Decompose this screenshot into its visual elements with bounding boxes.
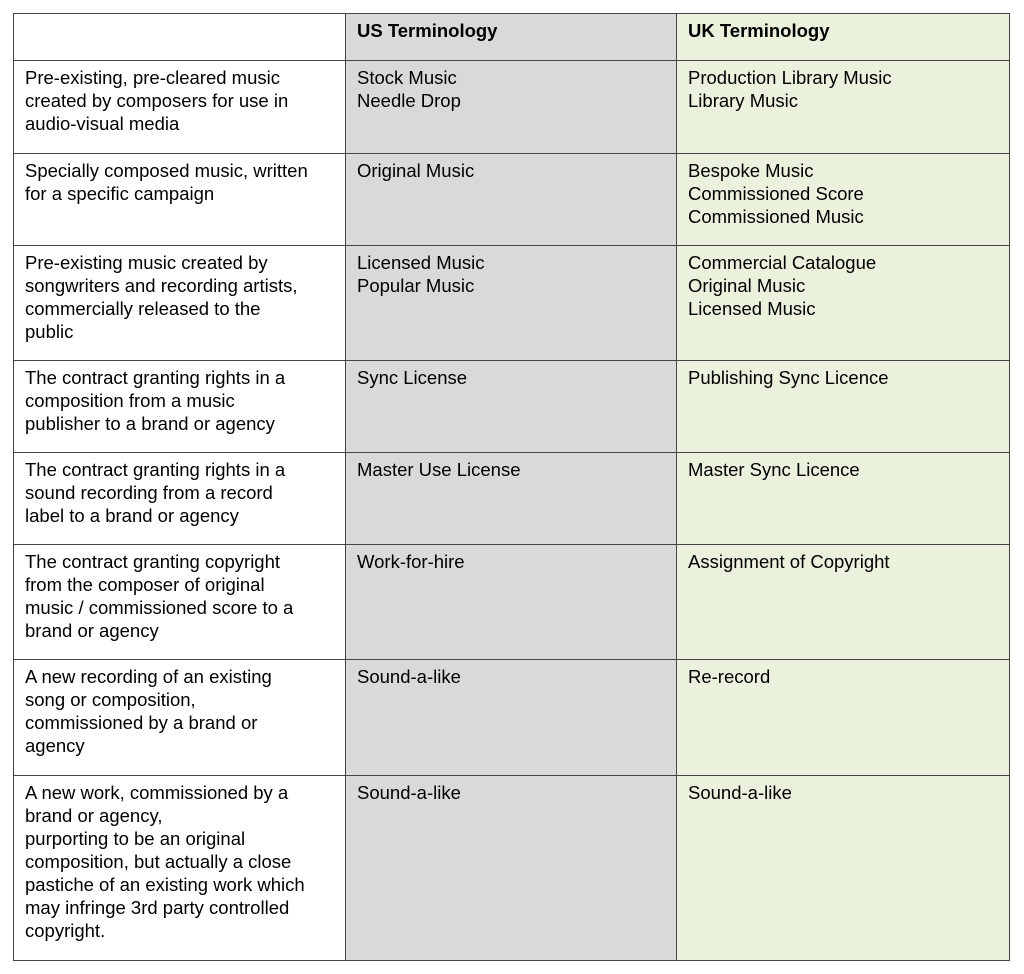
uk-term-cell (677, 545, 1010, 660)
uk-term-line: Library Music (688, 90, 798, 111)
uk-term-cell (677, 453, 1010, 545)
uk-term-line: Re-record (688, 666, 771, 687)
description-line: label to a brand or agency (25, 505, 239, 526)
us-term-cell (346, 660, 677, 776)
description-cell (14, 453, 346, 545)
uk-term-line: Commissioned Score (688, 183, 864, 204)
header-us-terminology: US Terminology (346, 14, 677, 61)
table-row (14, 453, 1010, 545)
description-line: A new recording of an existing (25, 666, 272, 687)
description-line: songwriters and recording artists, (25, 275, 298, 296)
description-line: The contract granting rights in a (25, 459, 286, 480)
uk-term-line: Production Library Music (688, 67, 892, 88)
us-term-line: Master Use License (357, 459, 521, 480)
description-cell (14, 61, 346, 154)
uk-term-line: Licensed Music (688, 298, 816, 319)
description-line: composition, but actually a close (25, 851, 292, 872)
description-line: copyright. (25, 920, 106, 941)
description-line: brand or agency, (25, 805, 163, 826)
us-term-line: Original Music (357, 160, 475, 181)
us-term-cell (346, 246, 677, 361)
uk-term-cell (677, 660, 1010, 776)
description-line: created by composers for use in (25, 90, 289, 111)
uk-term-line: Commercial Catalogue (688, 252, 877, 273)
us-term-line: Needle Drop (357, 90, 461, 111)
description-line: The contract granting copyright (25, 551, 281, 572)
table-row (14, 61, 1010, 154)
uk-term-cell (677, 154, 1010, 246)
description-line: Pre-existing, pre-cleared music (25, 67, 280, 88)
description-cell (14, 660, 346, 776)
uk-term-line: Master Sync Licence (688, 459, 860, 480)
description-line: agency (25, 735, 85, 756)
table-row (14, 545, 1010, 660)
uk-term-line: Assignment of Copyright (688, 551, 890, 572)
uk-term-cell (677, 361, 1010, 453)
uk-term-cell (677, 776, 1010, 961)
description-line: brand or agency (25, 620, 159, 641)
uk-term-cell (677, 246, 1010, 361)
description-line: Pre-existing music created by (25, 252, 268, 273)
description-line: sound recording from a record (25, 482, 273, 503)
table-row (14, 154, 1010, 246)
description-line: pastiche of an existing work which (25, 874, 305, 895)
table-row (14, 660, 1010, 776)
description-line: for a specific campaign (25, 183, 215, 204)
us-term-cell (346, 545, 677, 660)
description-line: purporting to be an original (25, 828, 246, 849)
us-term-cell (346, 453, 677, 545)
description-cell (14, 246, 346, 361)
description-line: The contract granting rights in a (25, 367, 286, 388)
us-term-line: Sound-a-like (357, 782, 461, 803)
description-line: from the composer of original (25, 574, 265, 595)
table-row (14, 361, 1010, 453)
description-line: music / commissioned score to a (25, 597, 294, 618)
header-description-cell (14, 14, 346, 61)
description-line: audio-visual media (25, 113, 180, 134)
header-row (14, 14, 1010, 61)
table-body (14, 14, 1010, 961)
description-cell (14, 361, 346, 453)
description-line: composition from a music (25, 390, 235, 411)
description-cell (14, 545, 346, 660)
uk-term-line: Publishing Sync Licence (688, 367, 889, 388)
table-row (14, 776, 1010, 961)
description-line: may infringe 3rd party controlled (25, 897, 290, 918)
uk-term-line: Bespoke Music (688, 160, 814, 181)
uk-term-line: Sound-a-like (688, 782, 792, 803)
description-line: publisher to a brand or agency (25, 413, 275, 434)
uk-term-line: Original Music (688, 275, 806, 296)
uk-term-line: Commissioned Music (688, 206, 864, 227)
us-term-cell (346, 776, 677, 961)
header-uk-terminology: UK Terminology (677, 14, 1010, 61)
us-term-line: Sync License (357, 367, 468, 388)
us-term-line: Licensed Music (357, 252, 485, 273)
us-term-line: Popular Music (357, 275, 475, 296)
terminology-table (13, 13, 1010, 961)
description-cell (14, 154, 346, 246)
description-line: song or composition, (25, 689, 196, 710)
table-row (14, 246, 1010, 361)
us-term-line: Sound-a-like (357, 666, 461, 687)
uk-term-cell (677, 61, 1010, 154)
description-line: public (25, 321, 74, 342)
description-line: Specially composed music, written (25, 160, 308, 181)
us-term-line: Stock Music (357, 67, 457, 88)
us-term-cell (346, 154, 677, 246)
description-line: A new work, commissioned by a (25, 782, 289, 803)
us-term-cell (346, 361, 677, 453)
description-cell (14, 776, 346, 961)
description-line: commissioned by a brand or (25, 712, 258, 733)
us-term-cell (346, 61, 677, 154)
us-term-line: Work-for-hire (357, 551, 465, 572)
description-line: commercially released to the (25, 298, 261, 319)
